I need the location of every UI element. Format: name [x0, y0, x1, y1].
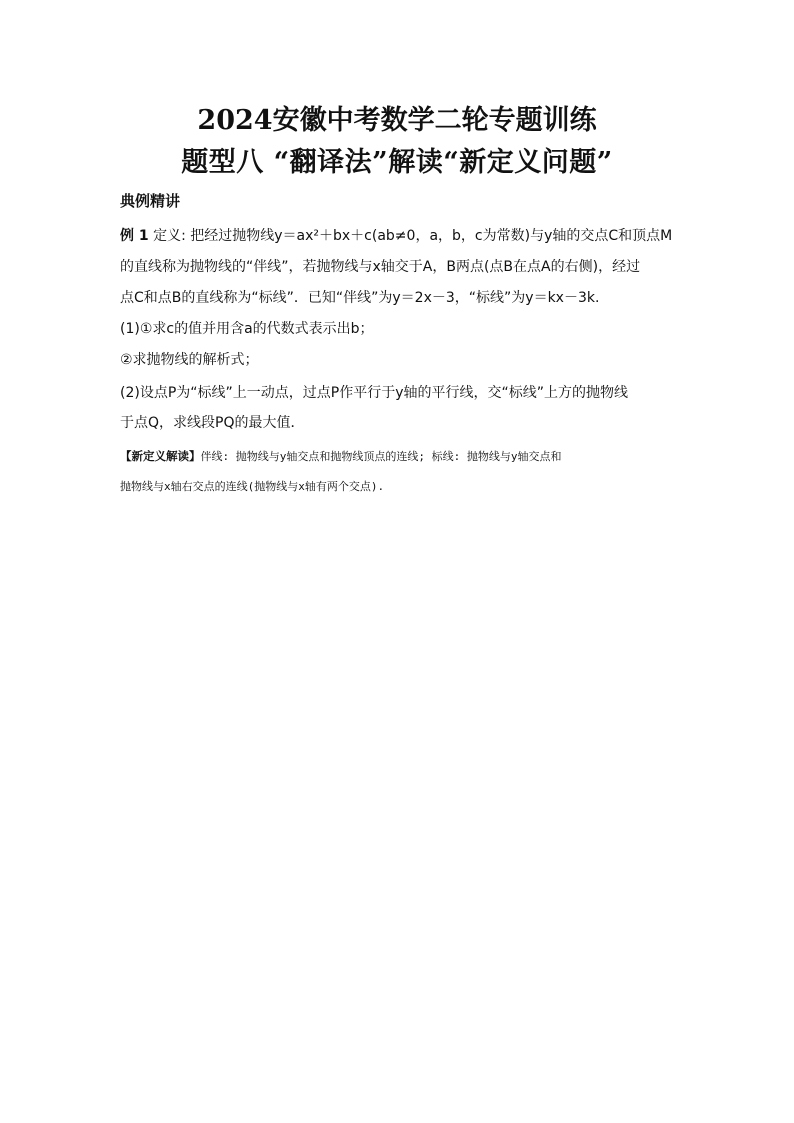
- note-label: 【新定义解读】: [120, 449, 201, 463]
- document-subtitle: 题型八 “翻译法”解读“新定义问题”: [181, 147, 613, 178]
- note-text-1: 伴线: 抛物线与y轴交点和抛物线顶点的连线; 标线: 抛物线与y轴交点和: [200, 450, 562, 463]
- example-line-1: [120, 226, 676, 246]
- document-title: 2024安徽中考数学二轮专题训练: [197, 105, 597, 136]
- example-definition-text-1: 定义: 把经过抛物线y＝ax²＋bx＋c(ab≠0，a，b，c为常数)与y轴的交点C和顶点M: [153, 228, 673, 244]
- example-label: 例 1: [120, 228, 149, 244]
- example-definition-text-3: 点C和点B的直线称为“标线”．已知“伴线”为y＝2x－3，“标线”为y＝kx－3k.: [120, 290, 600, 306]
- example-definition-text-2: 的直线称为抛物线的“伴线”，若抛物线与x轴交于A，B两点(点B在点A的右侧)，经过: [120, 259, 641, 275]
- question-2-line-2: 于点Q，求线段PQ的最大值．: [120, 415, 305, 431]
- question-2-line-1: (2)设点P为“标线”上一动点，过点P作平行于y轴的平行线，交“标线”上方的抛物线: [120, 385, 629, 401]
- section-heading: 典例精讲: [120, 192, 181, 210]
- question-1: (1)①求c的值并用含a的代数式表示出b；: [120, 321, 374, 337]
- note-line-2: 抛物线与x轴右交点的连线(抛物线与x轴有两个交点).: [120, 480, 385, 493]
- note-line-1: [120, 448, 676, 465]
- question-1-part-2: ②求抛物线的解析式；: [120, 352, 259, 368]
